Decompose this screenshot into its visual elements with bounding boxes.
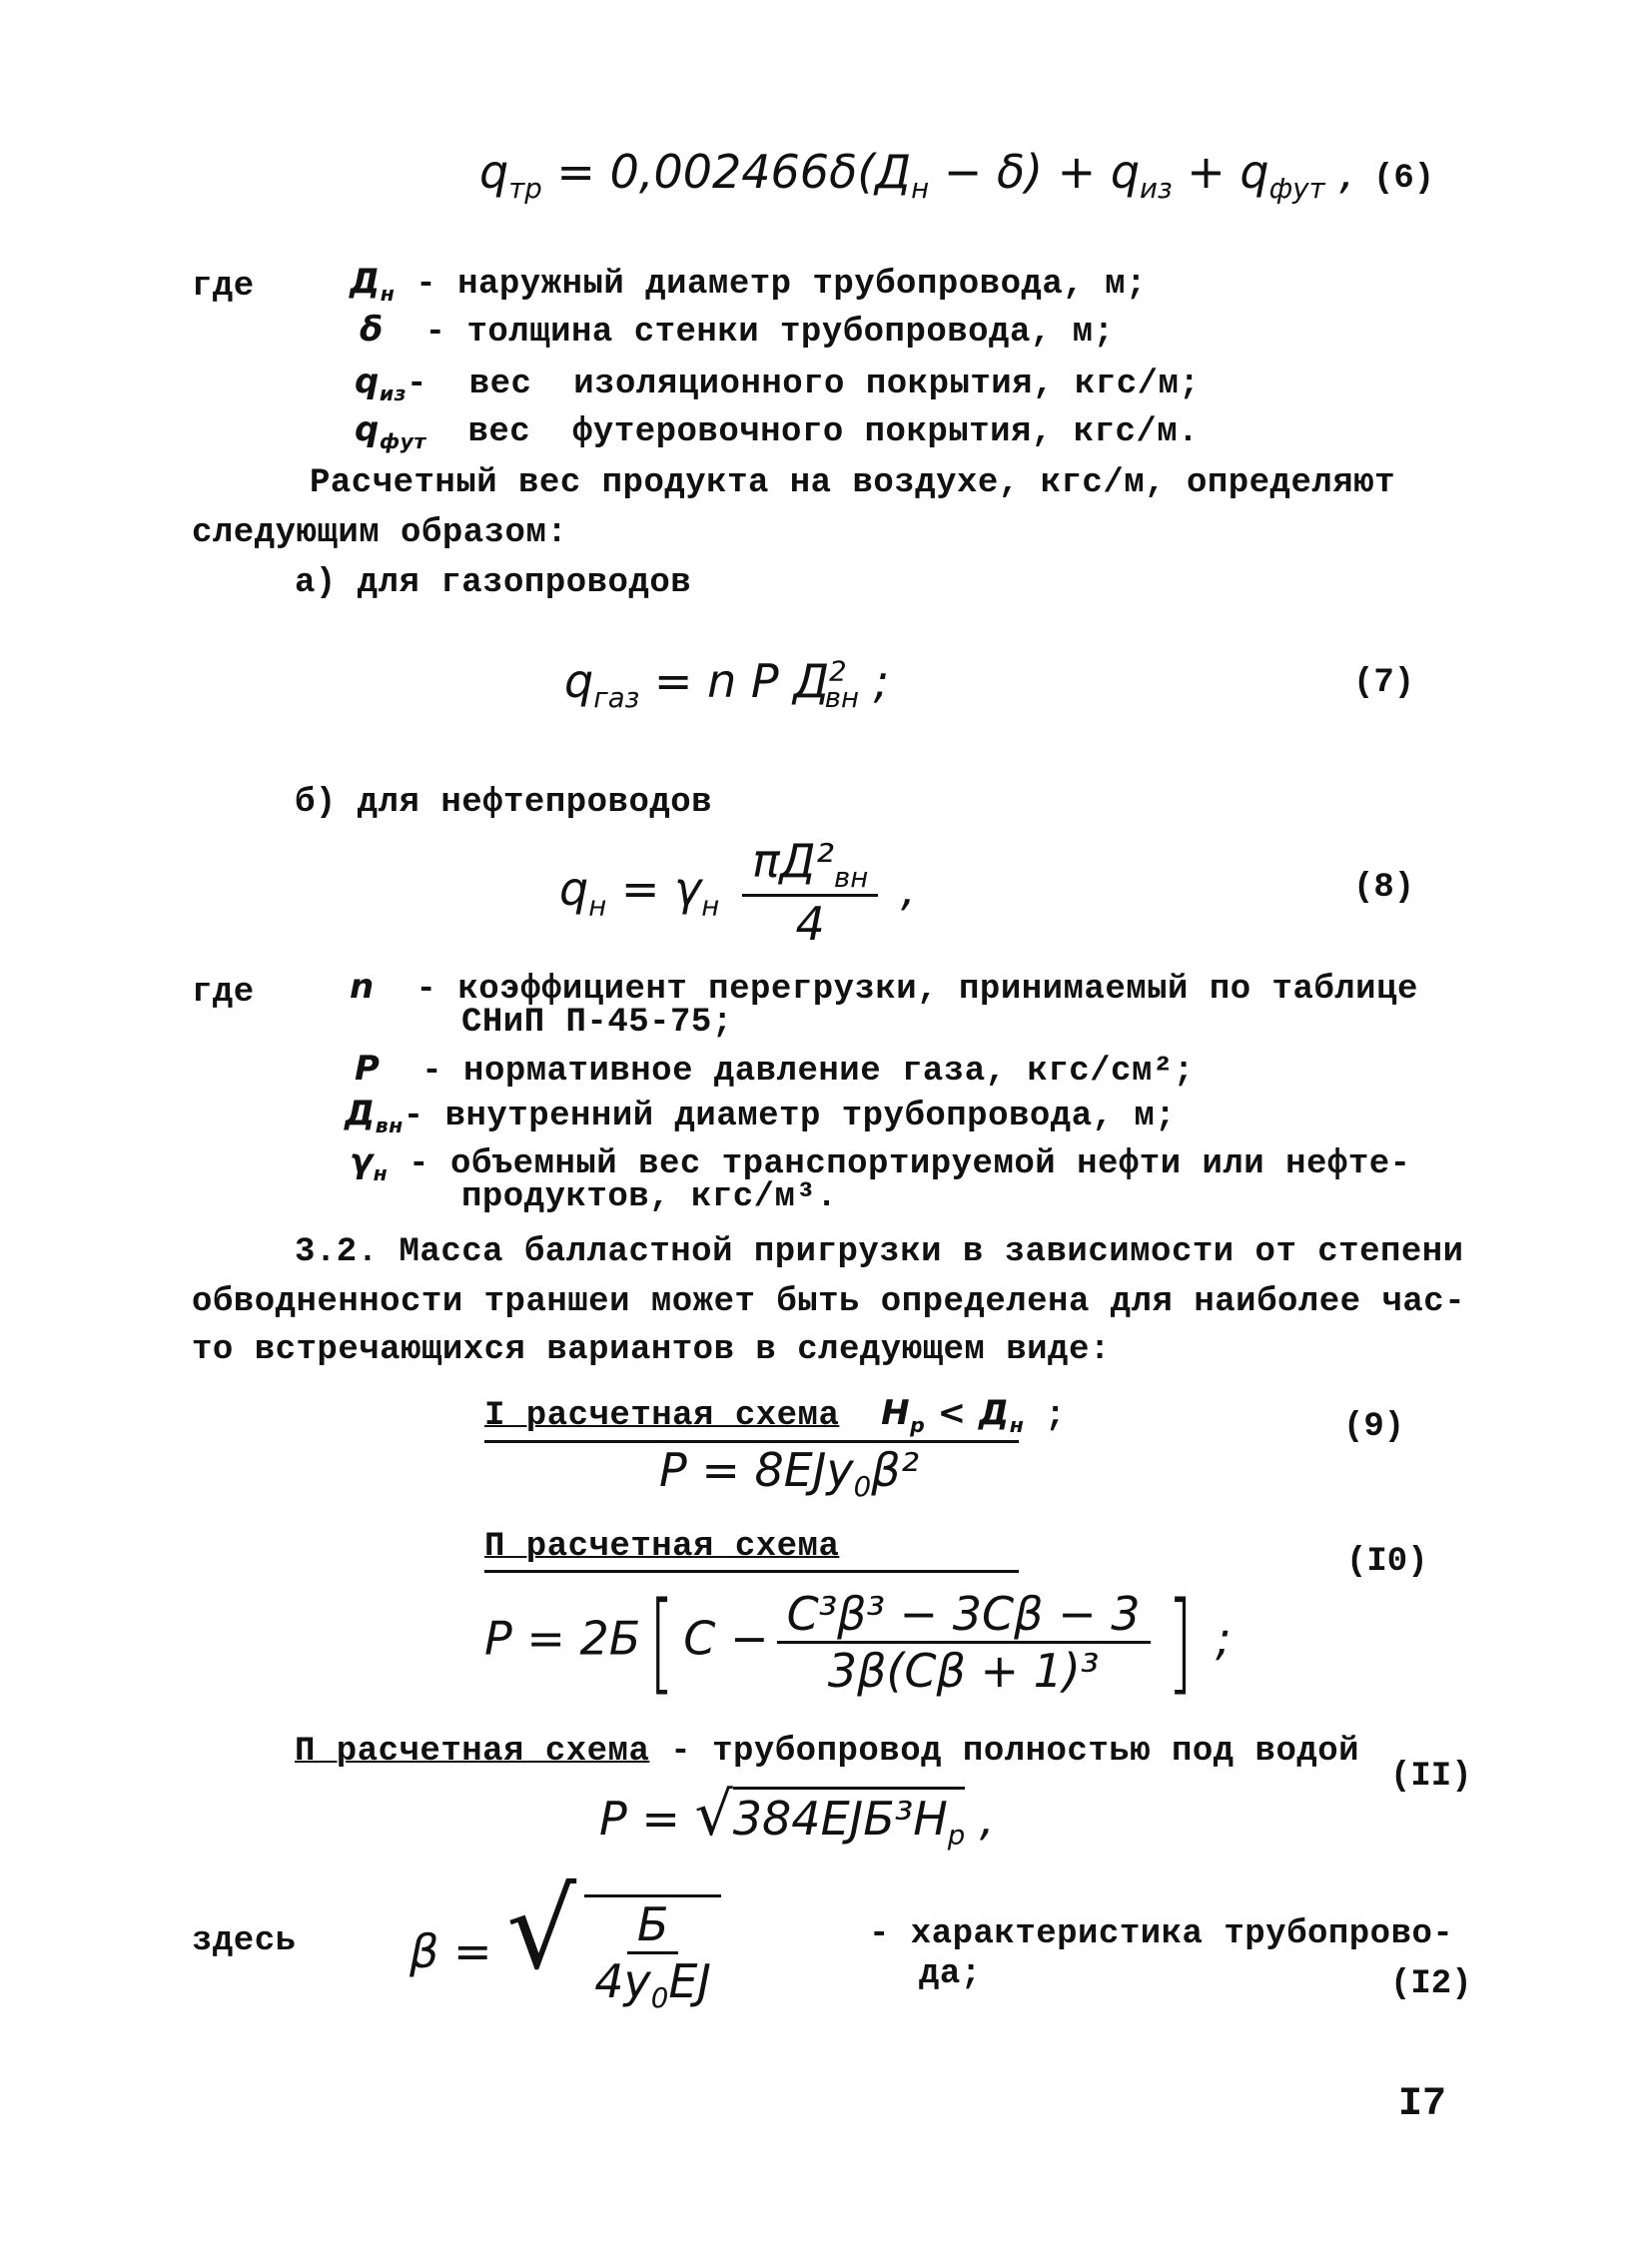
scheme-1-heading: I расчетная схема $H_p < Д_н$ ; bbox=[484, 1393, 1067, 1437]
formula-8-fraction: $\frac{\pi Д^2_{вн}}{4}$ bbox=[742, 834, 878, 951]
eq-number-7: (7) bbox=[1353, 664, 1415, 702]
definition-qfut: $q_{фут}$ вес футеровочного покрытия, кгс/м. bbox=[355, 409, 1200, 453]
formula-9: P = 8EJy$_0$β² bbox=[659, 1443, 920, 1504]
where-label-2: где bbox=[192, 974, 255, 1012]
where-label: где bbox=[192, 268, 255, 306]
paragraph-line-1: Расчетный вес продукта на воздухе, кгс/м, определяют bbox=[310, 464, 1395, 502]
definition-qiz: $q_{из}-$ вес изоляционного покрытия, кгс/м; bbox=[355, 362, 1201, 405]
formula-7: $q_{газ} = n$ P $Д^2_{вн}$ ; bbox=[564, 654, 890, 715]
definition-gamma: $\gamma_н$ - объемный вес транспортируемой нефти или нефте- bbox=[350, 1141, 1411, 1185]
item-b: б) для нефтепроводов bbox=[295, 784, 713, 822]
paragraph-line-2: следующим образом: bbox=[192, 514, 568, 552]
definition-n: n - коэффициент перегрузки, принимаемый по таблице bbox=[350, 967, 1418, 1009]
characteristic-text-1: - характеристика трубопрово- bbox=[869, 1915, 1454, 1953]
formula-8: $q_н = \gamma_н$ $\frac{\pi Д^2_{вн}}{4}$ , bbox=[559, 834, 916, 952]
definition-n-line2: СНиП П-45-75; bbox=[461, 1004, 733, 1042]
heading-line-10 bbox=[484, 1570, 1019, 1573]
definition-dvn: $Д_{вн}-$ внутренний диаметр трубопровода, м; bbox=[345, 1094, 1177, 1137]
formula-11: $P = √384EJБ^3H_p$ , bbox=[599, 1780, 995, 1853]
definition-p: P - нормативное давление газа, кгс/см²; bbox=[355, 1049, 1195, 1091]
definition-dn: $Д_н$ - наружный диаметр трубопровода, м; bbox=[350, 262, 1147, 306]
here-label: здесь bbox=[192, 1922, 297, 1960]
eq-number-9: (9) bbox=[1343, 1408, 1405, 1446]
scheme-2-heading: П расчетная схема bbox=[484, 1528, 840, 1566]
definition-gamma-line2: продуктов, кгс/м³. bbox=[461, 1178, 838, 1216]
formula-6: $q_{тр} = 0,002466\delta(Д_н - \delta) + q_{из} + q_{фут}$ , bbox=[479, 145, 1354, 206]
eq-number-10: (I0) bbox=[1346, 1543, 1428, 1581]
eq-number-12: (I2) bbox=[1390, 1965, 1472, 2003]
eq-number-8: (8) bbox=[1353, 869, 1415, 907]
paragraph-3-2-line-1: 3.2. Масса балластной пригрузки в зависимости от степени bbox=[295, 1233, 1464, 1271]
paragraph-3-2-line-3: то встречающихся вариантов в следующем виде: bbox=[192, 1331, 1111, 1369]
scheme-3-heading: П расчетная схема - трубопровод полностью под водой bbox=[295, 1733, 1360, 1771]
characteristic-text-2: да; bbox=[919, 1955, 982, 1993]
paragraph-3-2-line-2: обводненности траншеи может быть определена для наиболее час- bbox=[192, 1283, 1466, 1321]
formula-10: P = 2Б[ C − $\frac{\text{C³β³ − 3Cβ − 3}}{\text{3β(Cβ + 1)³}}$ ] ; bbox=[484, 1578, 1232, 1706]
formula-12: β = √ $\frac{Б}{4y_0EJ}$ bbox=[410, 1866, 729, 2015]
page-number: I7 bbox=[1398, 2082, 1447, 2127]
eq-number-11: (II) bbox=[1390, 1758, 1472, 1796]
item-a: а) для газопроводов bbox=[295, 564, 692, 602]
definition-delta: δ - толщина стенки трубопровода, м; bbox=[360, 310, 1115, 352]
eq-number-6: (6) bbox=[1373, 160, 1435, 198]
